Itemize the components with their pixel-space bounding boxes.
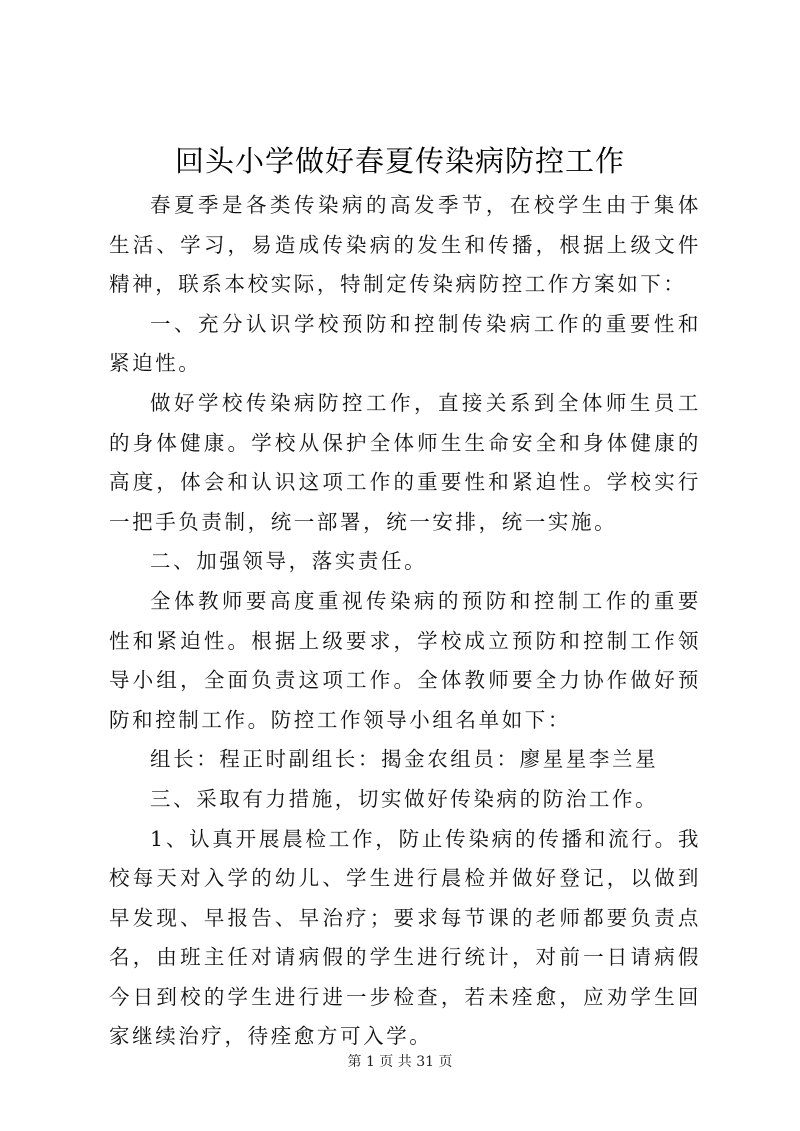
heading-section-3: 三、采取有力措施，切实做好传染病的防治工作。 [150,786,659,811]
heading-section-1: 一、充分认识学校预防和控制传染病工作的重要性和紧迫性。 [109,311,701,376]
heading-section-2: 二、加强领导，落实责任。 [150,549,428,574]
paragraph-section-3-item-1: 1、认真开展晨检工作，防止传染病的传播和流行。我校每天对入学的幼儿、学生进行晨检并做好登记，以做到早发现、早报告、早治疗；要求每节课的老师都要负责点名，由班主任对请病假的学生进行统计，对前一日请病假今日到校的学生进行进一步检查，若未痊愈，应劝学生回家继续治疗，待痊愈方可入学。 [109,826,701,1049]
document-body [109,186,701,1057]
paragraph-section-2: 全体教师要高度重视传染病的预防和控制工作的重要性和紧迫性。根据上级要求，学校成立预防和控制工作领导小组，全面负责这项工作。全体教师要全力协作做好预防和控制工作。防控工作领导小组名单如下： [109,588,701,732]
paragraph-intro: 春夏季是各类传染病的高发季节，在校学生由于集体生活、学习，易造成传染病的发生和传播，根据上级文件精神，联系本校实际，特制定传染病防控工作方案如下： [109,193,701,297]
document-title: 回头小学做好春夏传染病防控工作 [174,144,625,178]
paragraph-team-list: 组长：程正时副组长：揭金农组员：廖星星李兰星 [150,747,659,772]
paragraph-section-1: 做好学校传染病防控工作，直接关系到全体师生员工的身体健康。学校从保护全体师生生命安全和身体健康的高度，体会和认识这项工作的重要性和紧迫性。学校实行一把手负责制，统一部署，统一安排，统一实施。 [109,390,701,534]
page-number-footer: 第 1 页 共 31 页 [347,1054,453,1070]
